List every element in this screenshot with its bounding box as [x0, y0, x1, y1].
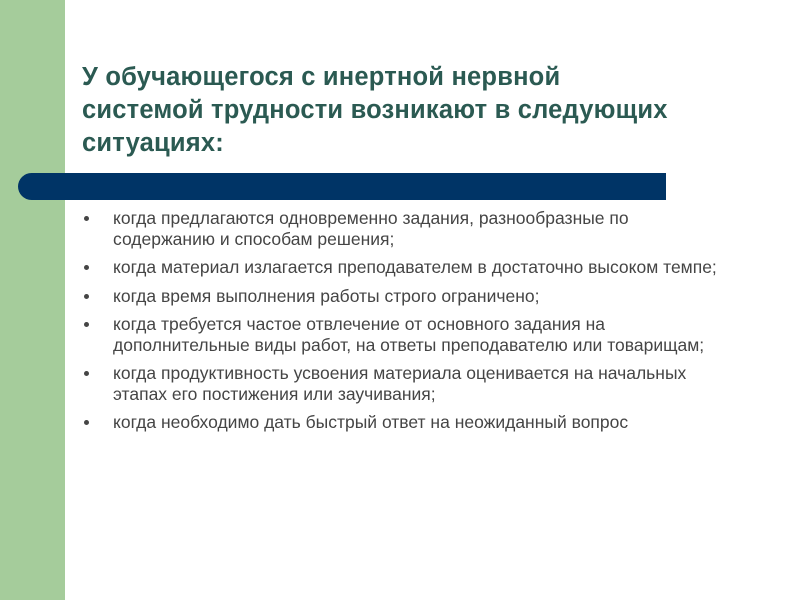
bullet-dot-icon	[84, 265, 89, 270]
list-item-text: когда предлагаются одновременно задания, разнообразные по содержанию и способам решения;	[113, 208, 629, 249]
slide-title: У обучающегося с инертной нервной системой трудности возникают в следующих ситуациях:	[82, 63, 668, 157]
bullet-dot-icon	[84, 322, 89, 327]
bullet-dot-icon	[84, 420, 89, 425]
bullet-list	[82, 208, 732, 441]
list-item	[82, 314, 732, 355]
list-item	[82, 257, 732, 278]
decorative-title-rule	[18, 173, 666, 200]
bullet-dot-icon	[84, 294, 89, 299]
bullet-dot-icon	[84, 371, 89, 376]
list-item	[82, 286, 732, 307]
bullet-dot-icon	[84, 216, 89, 221]
list-item-text: когда материал излагается преподавателем в достаточно высоком темпе;	[113, 257, 717, 277]
list-item-text: когда требуется частое отвлечение от основного задания на дополнительные виды работ, на ответы преподавателю или товарищам;	[113, 314, 705, 355]
list-item-text: когда время выполнения работы строго ограничено;	[113, 285, 540, 306]
list-item	[82, 208, 732, 249]
list-item-text: когда продуктивность усвоения материала оценивается на начальных этапах его постижения или заучивания;	[113, 363, 687, 404]
list-item	[82, 412, 732, 433]
list-item-text: когда необходимо дать быстрый ответ на неожиданный вопрос	[113, 412, 629, 432]
list-item	[82, 363, 732, 404]
